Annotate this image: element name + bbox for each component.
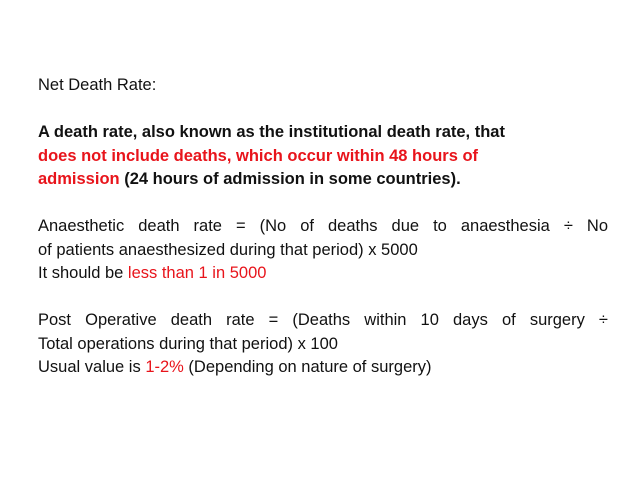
definition-line-2: does not include deaths, which occur within 48 hours of: [38, 146, 479, 165]
anaesthetic-threshold-highlight: less than 1 in 5000: [127, 264, 267, 282]
post-operative-line-3-suffix: (Depending on nature of surgery): [183, 358, 432, 376]
slide-content: [38, 74, 608, 380]
spacer: [38, 98, 608, 122]
definition-line-1: A death rate, also known as the institutional death rate, that: [38, 123, 505, 141]
definition-line-3-rest: (24 hours of admission in some countries).: [119, 170, 461, 188]
post-operative-line-2: Total operations during that period) x 100: [38, 334, 338, 353]
post-operative-line-3: [38, 356, 608, 380]
post-operative-line-3-prefix: Usual value is: [38, 358, 146, 376]
post-operative-value-highlight: 1-2%: [145, 358, 184, 376]
definition-line-3: [38, 168, 608, 192]
definition-admission-highlight: admission: [38, 170, 120, 188]
anaesthetic-line-2: of patients anaesthesized during that period) x 5000: [38, 240, 418, 259]
post-operative-line-1: Post Operative death rate = (Deaths within 10 days of surgery ÷: [38, 311, 608, 329]
slide-heading: Net Death Rate:: [38, 76, 157, 94]
spacer: [38, 286, 608, 310]
spacer: [38, 192, 608, 216]
anaesthetic-line-1: Anaesthetic death rate = (No of deaths due to anaesthesia ÷ No: [38, 217, 608, 235]
anaesthetic-line-3-prefix: It should be: [38, 264, 128, 282]
anaesthetic-line-3: [38, 262, 608, 286]
